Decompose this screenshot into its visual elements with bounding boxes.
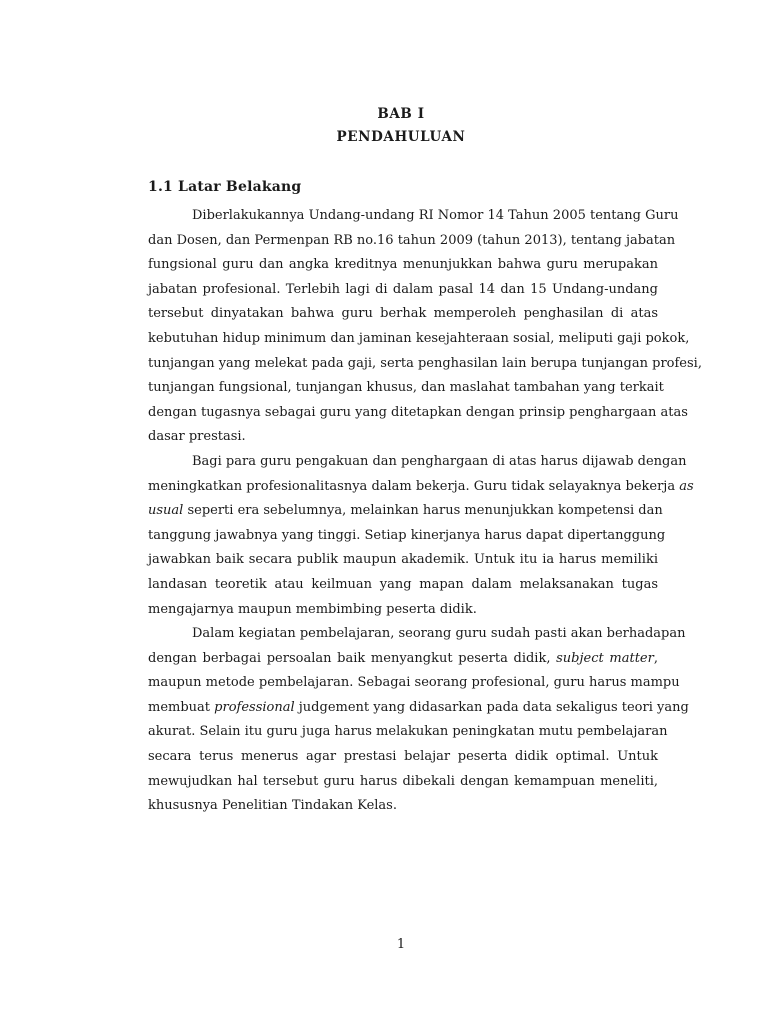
italic-term: professional <box>214 699 295 715</box>
text-line <box>148 770 658 795</box>
chapter-title: PENDAHULUAN <box>336 129 466 145</box>
text-segment: landasan teoretik atau keilmuan yang mapan dalam melaksanakan tugas <box>148 576 658 592</box>
text-segment: membuat <box>148 699 215 715</box>
body-text <box>148 204 702 819</box>
text-segment: mengajarnya maupun membimbing peserta didik. <box>148 601 477 617</box>
text-line <box>148 327 690 352</box>
text-line <box>148 425 658 450</box>
paragraph <box>148 622 689 819</box>
text-line <box>148 524 666 549</box>
text-line <box>148 598 658 623</box>
text-segment: Bagi para guru pengakuan dan penghargaan di atas harus dijawab dengan <box>192 453 687 469</box>
text-line <box>148 376 664 401</box>
text-segment: dengan tugasnya sebagai guru yang ditetapkan dengan prinsip penghargaan atas <box>148 404 688 420</box>
text-segment: secara terus menerus agar prestasi belajar peserta didik optimal. Untuk <box>148 749 658 765</box>
text-segment: tunjangan yang melekat pada gaji, serta penghasilan lain berupa tunjangan profesi, <box>148 355 702 371</box>
text-segment: , <box>653 650 658 666</box>
text-segment: kebutuhan hidup minimum dan jaminan kesejahteraan sosial, meliputi gaji pokok, <box>148 330 690 346</box>
text-segment: jabatan profesional. Terlebih lagi di dalam pasal 14 dan 15 Undang-undang <box>148 281 658 297</box>
text-segment: tunjangan fungsional, tunjangan khusus, dan maslahat tambahan yang terkait <box>148 380 664 396</box>
text-line <box>148 352 702 377</box>
text-segment: jawabkan baik secara publik maupun akademik. Untuk itu ia harus memiliki <box>148 552 658 568</box>
text-segment: dengan berbagai persoalan baik menyangkut peserta didik, <box>148 650 557 666</box>
text-segment: dasar prestasi. <box>148 429 246 445</box>
text-line <box>148 499 663 524</box>
italic-term: as <box>679 478 694 494</box>
page-number: 1 <box>396 937 406 952</box>
text-line <box>148 745 658 770</box>
text-line <box>148 302 658 327</box>
text-line <box>148 229 676 254</box>
text-segment: akurat. Selain itu guru juga harus melakukan peningkatan mutu pembelajaran <box>148 724 668 740</box>
text-segment: khususnya Penelitian Tindakan Kelas. <box>148 798 397 814</box>
text-line <box>148 573 658 598</box>
text-line <box>148 548 658 573</box>
text-line <box>148 720 668 745</box>
chapter-number: BAB I <box>377 106 425 122</box>
text-segment: Diberlakukannya Undang-undang RI Nomor 14 Tahun 2005 tentang Guru <box>192 208 679 223</box>
text-line <box>148 622 686 647</box>
paragraph <box>148 204 702 450</box>
italic-term: subject matter <box>556 650 654 666</box>
text-line <box>148 253 658 278</box>
text-line <box>148 204 679 229</box>
text-segment: seperti era sebelumnya, melainkan harus menunjukkan kompetensi dan <box>183 503 663 519</box>
text-segment: fungsional guru dan angka kreditnya menunjukkan bahwa guru merupakan <box>148 257 658 273</box>
text-segment: judgement yang didasarkan pada data sekaligus teori yang <box>294 699 689 715</box>
text-line <box>148 794 658 819</box>
text-segment: maupun metode pembelajaran. Sebagai seorang profesional, guru harus mampu <box>148 675 680 691</box>
text-segment: Dalam kegiatan pembelajaran, seorang guru sudah pasti akan berhadapan <box>192 626 686 642</box>
paragraph <box>148 450 694 622</box>
text-line <box>148 401 688 426</box>
text-segment: meningkatkan profesionalitasnya dalam bekerja. Guru tidak selayaknya bekerja <box>148 478 680 494</box>
text-line <box>148 450 687 475</box>
text-segment: tanggung jawabnya yang tinggi. Setiap kinerjanya harus dapat dipertanggung <box>148 527 666 543</box>
text-line <box>148 475 694 500</box>
text-segment: tersebut dinyatakan bahwa guru berhak memperoleh penghasilan di atas <box>148 306 658 322</box>
text-line <box>148 647 658 672</box>
italic-term: usual <box>148 503 184 519</box>
text-segment: mewujudkan hal tersebut guru harus dibekali dengan kemampuan meneliti, <box>148 773 658 789</box>
text-line <box>148 696 689 721</box>
text-line <box>148 671 680 696</box>
text-segment: dan Dosen, dan Permenpan RB no.16 tahun 2009 (tahun 2013), tentang jabatan <box>148 232 676 248</box>
section-heading: 1.1 Latar Belakang <box>148 179 302 195</box>
text-line <box>148 278 658 303</box>
